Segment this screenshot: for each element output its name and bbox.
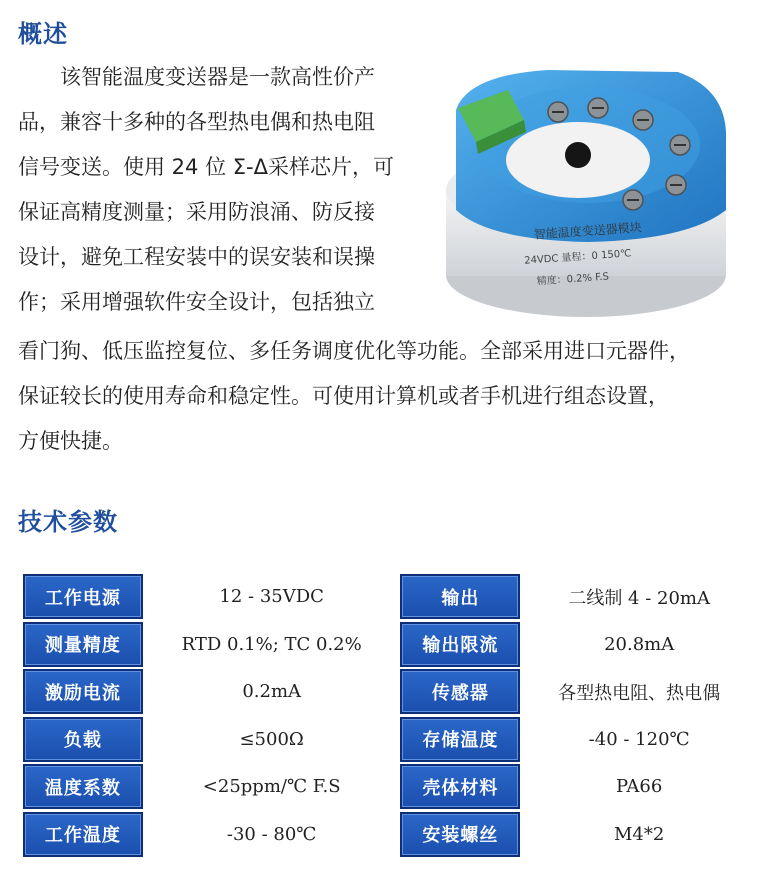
spec-value: <25ppm/℃ F.S	[202, 776, 341, 798]
spec-value: 二线制 4 - 20mA	[568, 587, 710, 609]
specs-title: 技术参数	[18, 508, 118, 536]
spec-value: 0.2mA	[242, 681, 302, 703]
temperature-transmitter-image	[428, 50, 738, 340]
overview-line-8: 保证较长的使用寿命和稳定性。可使用计算机或者手机进行组态设置，	[18, 384, 669, 408]
spec-value: 各型热电阻、热电偶	[558, 682, 721, 704]
overview-line-2: 品，兼容十多种的各型热电偶和热电阻	[18, 110, 375, 134]
overview-title: 概述	[18, 20, 68, 48]
spec-label: 传感器	[400, 669, 520, 714]
overview-line-3: 信号变送。使用 24 位 Σ-Δ采样芯片，可	[18, 155, 394, 179]
spec-label: 安装螺丝	[400, 812, 520, 857]
spec-value: RTD 0.1%; TC 0.2%	[181, 633, 362, 655]
spec-label: 工作温度	[23, 812, 143, 857]
spec-label: 输出限流	[400, 622, 520, 667]
overview-line-7: 看门狗、低压监控复位、多任务调度优化等功能。全部采用进口元器件，	[18, 339, 690, 363]
spec-value: -30 - 80℃	[226, 823, 317, 845]
spec-table	[22, 573, 757, 858]
spec-label: 工作电源	[23, 574, 143, 619]
overview-line-1: 该智能温度变送器是一款高性价产	[18, 65, 375, 89]
overview-line-5: 设计，避免工程安装中的误安装和误操	[18, 245, 375, 269]
overview-line-6: 作；采用增强软件安全设计，包括独立	[18, 290, 375, 314]
spec-label: 测量精度	[23, 622, 143, 667]
spec-value: 12 - 35VDC	[219, 586, 324, 608]
spec-label: 激励电流	[23, 669, 143, 714]
spec-row	[22, 811, 757, 859]
device-label-title: 智能温度变送器模块	[533, 220, 643, 242]
spec-row	[22, 716, 757, 764]
spec-label: 负载	[23, 717, 143, 762]
spec-label: 温度系数	[23, 764, 143, 809]
spec-label: 存储温度	[400, 717, 520, 762]
overview-line-9: 方便快捷。	[18, 429, 123, 453]
device-label-line1: 24VDC 量程：0 150℃	[523, 248, 632, 267]
overview-line-4: 保证高精度测量；采用防浪涌、防反接	[18, 200, 375, 224]
spec-row	[22, 763, 757, 811]
spec-value: -40 - 120℃	[588, 728, 690, 750]
spec-value: ≤500Ω	[239, 728, 304, 750]
spec-label: 壳体材料	[400, 764, 520, 809]
device-label-line2: 精度：0.2% F.S	[536, 271, 610, 288]
spec-value: 20.8mA	[604, 633, 675, 655]
spec-row	[22, 573, 757, 621]
spec-value: M4*2	[613, 823, 665, 845]
spec-row	[22, 621, 757, 669]
spec-label: 输出	[400, 574, 520, 619]
spec-row	[22, 668, 757, 716]
spec-value: PA66	[615, 776, 663, 798]
